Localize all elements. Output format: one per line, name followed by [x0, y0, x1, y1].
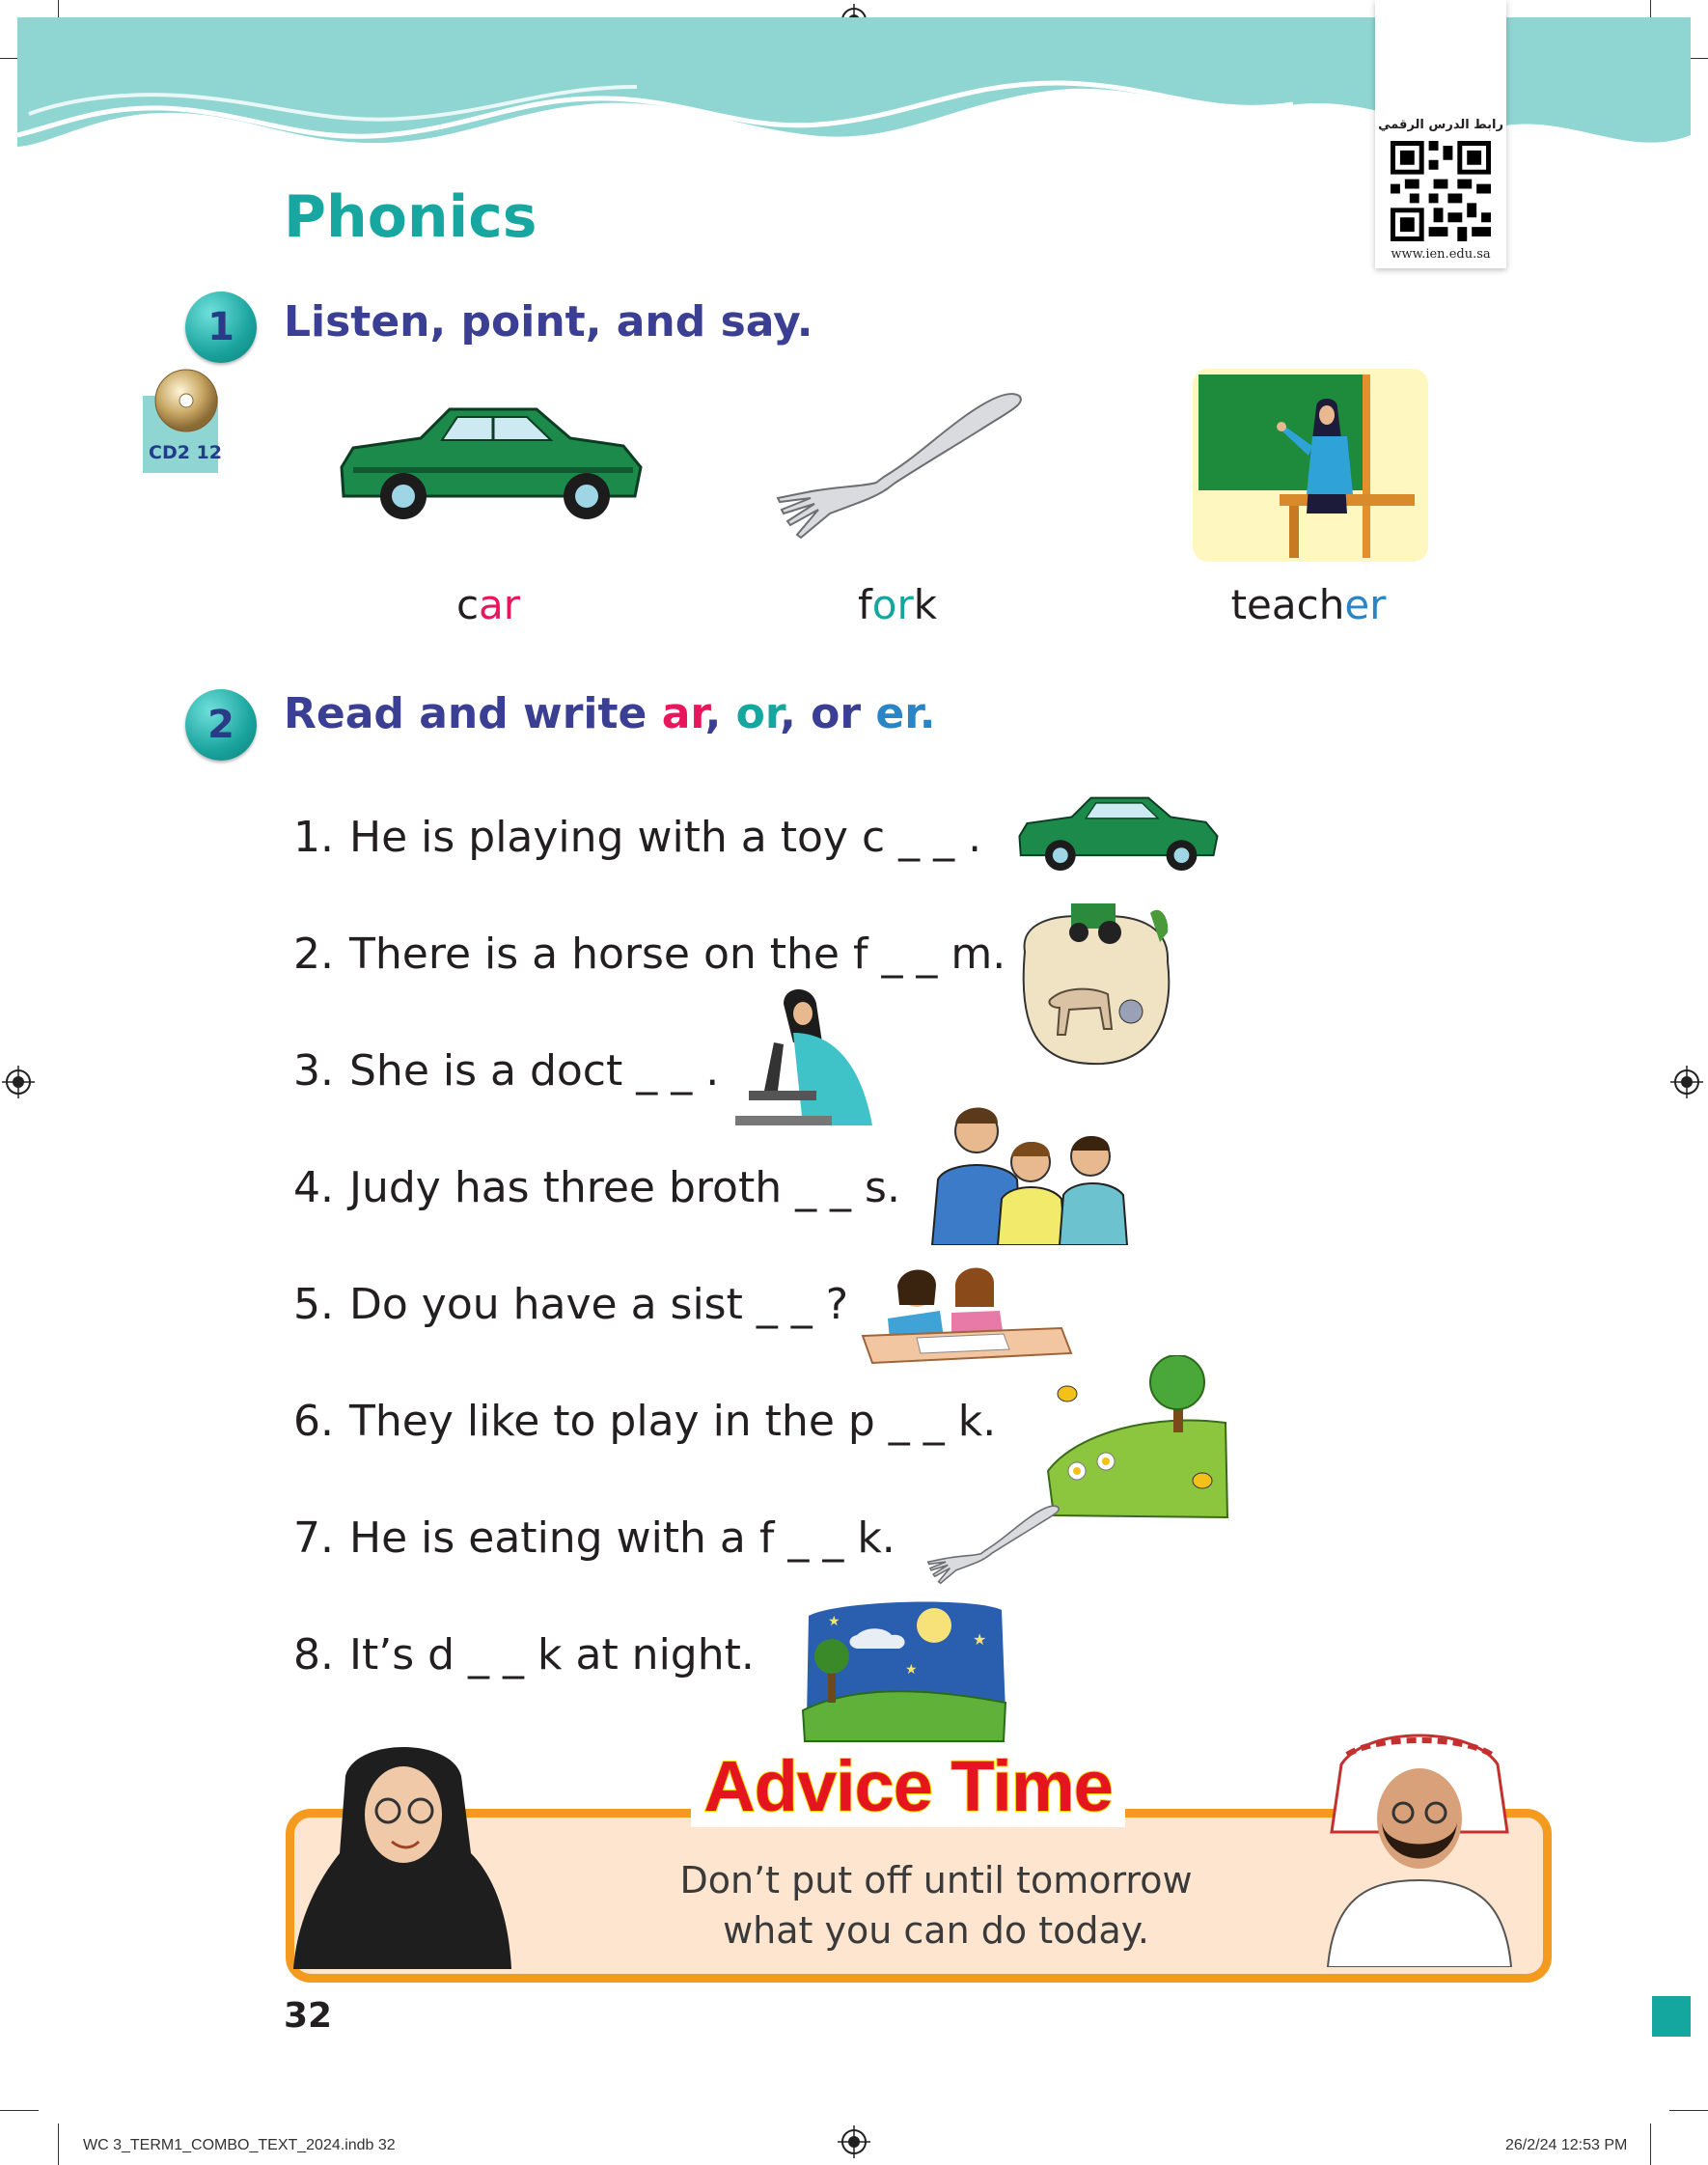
sentence-item[interactable]	[293, 1630, 755, 1679]
sentence-item[interactable]	[293, 930, 1006, 979]
woman-character-picture	[288, 1737, 519, 1975]
item-number: 6.	[293, 1397, 334, 1446]
word-car	[392, 581, 585, 628]
word-highlight: ar	[479, 581, 521, 628]
park-picture	[1038, 1355, 1231, 1519]
sentence-item[interactable]	[293, 1163, 900, 1212]
fork-picture	[768, 390, 1029, 544]
instruction-text: Read and write	[284, 689, 662, 738]
svg-text:★: ★	[905, 1662, 918, 1678]
advice-title: Advice Time	[691, 1745, 1125, 1827]
item-number: 8.	[293, 1630, 334, 1679]
item-number: 7.	[293, 1513, 334, 1563]
item-text: He is playing with a toy c _ _ .	[349, 813, 982, 862]
page-number: 32	[284, 1996, 333, 2036]
item-text: He is eating with a f _ _ k.	[349, 1513, 895, 1563]
exercise-instruction	[284, 689, 935, 738]
sentence-item[interactable]	[293, 813, 981, 862]
registration-mark-icon	[1670, 1066, 1703, 1098]
doctor-microscope-picture	[735, 985, 880, 1129]
footer-file-info: WC 3_TERM1_COMBO_TEXT_2024.indb 32	[83, 2137, 396, 2153]
car-picture	[334, 400, 643, 525]
word-part: f	[857, 581, 872, 628]
word-part: teach	[1230, 581, 1345, 628]
advice-line: what you can do today.	[723, 1909, 1149, 1952]
exercise-number-badge: 2	[185, 689, 257, 761]
sentence-item[interactable]	[293, 1280, 848, 1329]
word-highlight: or	[871, 581, 914, 628]
item-text: Do you have a sist _ _ ?	[349, 1280, 849, 1329]
cd-track-label: CD2 12	[149, 442, 222, 463]
footer-timestamp: 26/2/24 12:53 PM	[1505, 2137, 1628, 2153]
night-sky-picture	[799, 1596, 1009, 1743]
cd-icon[interactable]	[152, 367, 220, 434]
word-teacher	[1202, 581, 1415, 628]
instruction-text: ,	[704, 689, 736, 738]
item-text: Judy has three broth _ _ s.	[349, 1163, 900, 1212]
teacher-picture	[1193, 369, 1428, 562]
exercise-number-badge: 1	[185, 291, 257, 363]
toy-car-picture	[1011, 791, 1222, 874]
word-highlight: er	[1344, 581, 1387, 628]
option-ar: ar	[661, 689, 705, 738]
item-text: There is a horse on the f _ _ m.	[349, 930, 1006, 979]
item-text: It’s d _ _ k at night.	[349, 1630, 755, 1679]
item-number: 3.	[293, 1046, 334, 1096]
qr-caption: رابط الدرس الرقمي	[1378, 118, 1503, 132]
option-or: or	[735, 689, 781, 738]
man-character-picture	[1309, 1726, 1530, 1967]
svg-text:★: ★	[973, 1630, 987, 1649]
fork-small-picture	[921, 1504, 1065, 1587]
item-number: 2.	[293, 930, 334, 979]
three-brothers-picture	[924, 1102, 1131, 1245]
qr-code-tab[interactable]	[1375, 0, 1506, 268]
advice-line: Don’t put off until tomorrow	[679, 1859, 1193, 1901]
sentence-item[interactable]	[293, 1513, 895, 1563]
option-er: er	[875, 689, 920, 738]
word-part: c	[455, 581, 480, 628]
sentence-item[interactable]	[293, 1046, 719, 1096]
qr-code-icon	[1391, 141, 1491, 241]
instruction-text: , or	[780, 689, 876, 738]
item-number: 5.	[293, 1280, 334, 1329]
exercise-instruction: Listen, point, and say.	[284, 297, 813, 347]
sentence-item[interactable]	[293, 1397, 996, 1446]
advice-text	[598, 1855, 1274, 1956]
page-title: Phonics	[284, 183, 537, 251]
instruction-text: .	[919, 689, 936, 738]
registration-mark-icon	[838, 2125, 870, 2158]
word-part: k	[913, 581, 938, 628]
item-number: 1.	[293, 813, 334, 862]
farm-picture	[1015, 894, 1175, 1068]
item-text: They like to play in the p _ _ k.	[349, 1397, 997, 1446]
item-text: She is a doct _ _ .	[349, 1046, 720, 1096]
thumb-tab-marker	[1652, 1996, 1691, 2037]
registration-mark-icon	[2, 1066, 35, 1098]
item-number: 4.	[293, 1163, 334, 1212]
svg-text:★: ★	[828, 1614, 840, 1629]
qr-url[interactable]: www.ien.edu.sa	[1391, 247, 1491, 262]
word-fork	[801, 581, 994, 628]
